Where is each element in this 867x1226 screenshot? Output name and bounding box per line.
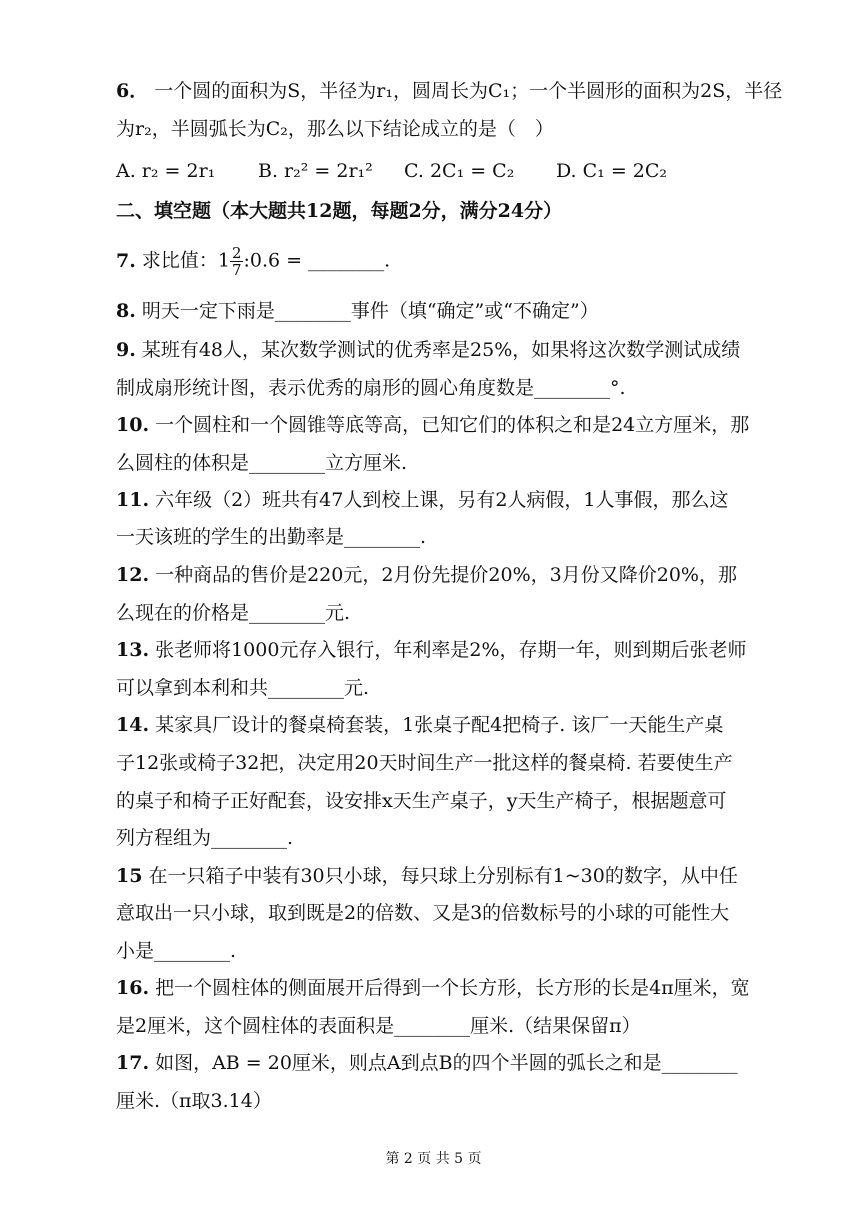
q10-number: 10. — [116, 414, 150, 436]
q16-number: 16. — [116, 977, 150, 999]
q14-line2: 子12张或椅子32把，决定用20天时间生产一批这样的餐桌椅. 若要使生产 — [116, 752, 733, 774]
q13-number: 13. — [116, 639, 150, 661]
q17-number: 17. — [116, 1052, 150, 1074]
q14-line3: 的桌子和椅子正好配套，设安排x天生产桌子，y天生产椅子，根据题意可 — [116, 790, 727, 812]
q14-line4: 列方程组为________. — [116, 827, 294, 849]
q10-text-1: 一个圆柱和一个圆锥等底等高，已知它们的体积之和是24立方厘米，那 — [155, 414, 750, 436]
q9-number: 9. — [116, 339, 136, 361]
q15-number: 15 — [116, 865, 143, 887]
q9-line2: 制成扇形统计图，表示优秀的扇形的圆心角度数是________°. — [116, 377, 626, 399]
q10-line1 — [116, 412, 749, 438]
page-footer: 第 2 页 共 5 页 — [385, 1151, 482, 1167]
q12-text-1: 一种商品的售价是220元，2月份先提价20%，3月份又降价20%，那 — [155, 564, 737, 586]
q7-frac-bottom: 7 — [231, 261, 242, 279]
q8-number: 8. — [116, 300, 136, 322]
q11-line2: 一天该班的学生的出勤率是________. — [116, 526, 427, 548]
q9-line1 — [116, 337, 740, 363]
q8-text: 明天一定下雨是________事件（填“确定”或“不确定”） — [141, 300, 599, 322]
q6-line1 — [116, 78, 782, 104]
section-heading: 二、填空题（本大题共12题，每题2分，满分24分） — [116, 200, 563, 222]
q6-option-c: C. 2C₁ = C₂ — [404, 160, 515, 182]
q16-line1 — [116, 975, 750, 1001]
q10-line2: 么圆柱的体积是________立方厘米. — [116, 452, 408, 474]
q8-line — [116, 298, 599, 324]
q16-line2: 是2厘米，这个圆柱体的表面积是________厘米.（结果保留π） — [116, 1015, 641, 1037]
q14-number: 14. — [116, 714, 150, 736]
q6-option-b: B. r₂² = 2r₁² — [258, 160, 373, 182]
q13-line1 — [116, 637, 747, 663]
q12-line1 — [116, 562, 737, 588]
q6-option-d: D. C₁ = 2C₂ — [556, 160, 668, 182]
q12-line2: 么现在的价格是________元. — [116, 602, 351, 624]
q7-line — [116, 245, 390, 278]
q7-prefix: 求比值：1 — [141, 249, 230, 272]
q13-line2: 可以拿到本利和共________元. — [116, 677, 370, 699]
q14-line1 — [116, 712, 723, 738]
q9-text-1: 某班有48人，某次数学测试的优秀率是25%，如果将这次数学测试成绩 — [141, 339, 741, 361]
q15-line1 — [116, 863, 738, 889]
q15-line2: 意取出一只小球，取到既是2的倍数、又是3的倍数标号的小球的可能性大 — [116, 902, 730, 924]
q7-number: 7. — [116, 249, 136, 272]
q11-number: 11. — [116, 489, 150, 511]
q17-text-1: 如图，AB = 20厘米，则点A到点B的四个半圆的弧长之和是________ — [155, 1052, 738, 1074]
q11-text-1: 六年级（2）班共有47人到校上课，另有2人病假，1人事假，那么这 — [155, 489, 729, 511]
q7-fraction — [230, 245, 244, 278]
q13-text-1: 张老师将1000元存入银行，年利率是2%，存期一年，则到期后张老师 — [155, 639, 747, 661]
q7-suffix: :0.6 = ________. — [243, 249, 391, 272]
q17-line1 — [116, 1050, 738, 1076]
q6-text-1: 一个圆的面积为S，半径为r₁，圆周长为C₁；一个半圆形的面积为2S，半径 — [154, 80, 783, 102]
q12-number: 12. — [116, 564, 150, 586]
q6-number: 6． — [116, 80, 149, 102]
q15-text-1: 在一只箱子中装有30只小球，每只球上分别标有1~30的数字，从中任 — [148, 865, 738, 887]
q15-line3: 小是________. — [116, 940, 237, 962]
q6-line2: 为r₂，半圆弧长为C₂，那么以下结论成立的是（ ） — [116, 118, 554, 140]
q6-option-a: A. r₂ = 2r₁ — [116, 160, 216, 182]
q11-line1 — [116, 487, 729, 513]
q17-line2: 厘米.（π取3.14） — [116, 1090, 272, 1112]
q14-text-1: 某家具厂设计的餐桌椅套装，1张桌子配4把椅子. 该厂一天能生产桌 — [155, 714, 724, 736]
q16-text-1: 把一个圆柱体的侧面展开后得到一个长方形，长方形的长是4π厘米，宽 — [155, 977, 750, 999]
q7-frac-top: 2 — [231, 244, 242, 262]
